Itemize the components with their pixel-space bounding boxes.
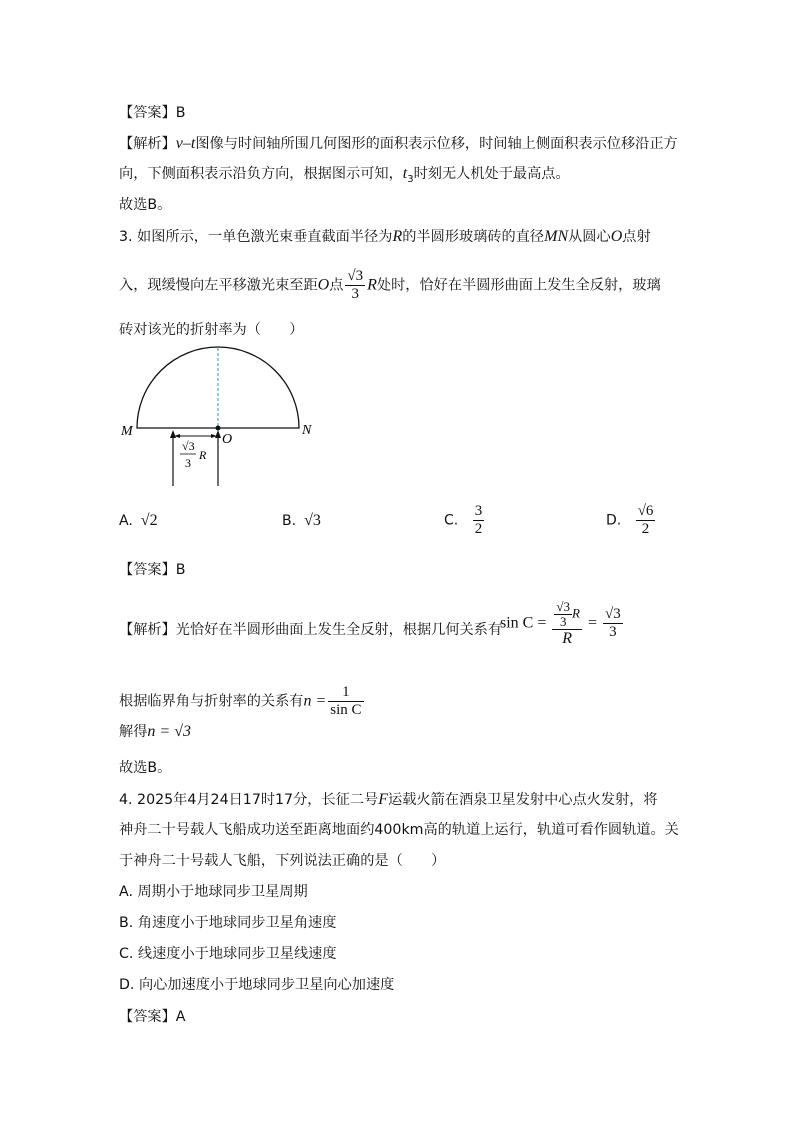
var-R: R [392,228,403,245]
relation-text: 根据临界角与折射率的关系有 [119,693,304,710]
q4-stem-line3: 于神舟二十号载人飞船，下列说法正确的是（ ） [119,853,446,869]
frac-den: 3 [609,624,617,640]
q4-stem-line2: 神舟二十号载人飞船成功送至距离地面约400km高的轨道上运行，轨道可看作圆轨道。关 [119,822,679,838]
frac-num: √3 [556,599,571,614]
eq-big-fraction [552,600,582,647]
label-O: O [222,432,233,447]
stem-text: 处时，恰好在半圆形曲面上发生全反射，玻璃 [376,277,661,294]
q4-answer: 【答案】A [119,1009,186,1025]
solve-text: 解得 [119,724,148,740]
frac-den: 2 [474,521,483,537]
subscript-3: 3 [407,173,414,185]
option-letter: B. [282,513,297,529]
option-fraction [636,503,656,538]
arrow-center-icon [215,430,221,438]
stem-text: 4. 2025年4月24日17时17分，长征二号 [119,792,379,808]
q4-stem-line1 [119,790,658,810]
q2-analysis-line1 [119,134,678,154]
analysis-text: 光恰好在半圆形曲面上发生全反射，根据几何关系有 [175,622,503,638]
var-R: R [367,276,377,294]
q4-option-d[interactable]: D. 向心加速度小于地球同步卫星向心加速度 [119,977,395,993]
q4-option-a[interactable]: A. 周期小于地球同步卫星周期 [119,884,308,900]
stem-text: 点 [329,277,344,294]
var-t: t [190,135,196,152]
stem-text: 运载火箭在酒泉卫星发射中心点火发射，将 [388,792,658,808]
frac-num: √6 [637,503,654,519]
stem-text: 从圆心 [568,229,611,245]
eq-lhs: sin C = [500,614,547,632]
arrow-left-icon [170,430,176,438]
q3-analysis-line1 [119,620,502,640]
eq-equals: = [587,614,597,632]
frac-den: 2 [641,521,650,537]
var-R: R [572,605,580,621]
var-F: F [378,791,388,808]
eq-inner-fraction [554,600,572,629]
relation-lhs: n = [303,692,327,710]
frac-den: 3 [351,286,360,302]
var-v: v [175,135,183,152]
eq-big-num [552,600,582,630]
q3-solve [119,722,191,742]
q3-stem-line2 [119,268,661,303]
option-c[interactable] [444,503,486,538]
analysis-text: 图像与时间轴所围几何图形的面积表示位移，时间轴上侧面积表示位移沿正方 [195,136,678,152]
var-MN: MN [544,228,569,245]
analysis-text: 向，下侧面积表示沿负方向，根据图示可知， [119,166,403,182]
q2-conclusion: 故选B。 [119,197,172,213]
dim-R: R [199,448,207,462]
semicircle-glass-figure [110,340,330,490]
fraction-sqrt3-over-3 [345,268,365,303]
frac-num: √3 [605,606,621,622]
stem-text: 的半圆形玻璃砖的直径 [402,229,545,245]
q3-stem-line3: 砖对该光的折射率为（ ） [119,322,304,338]
label-M: M [121,424,133,439]
option-fraction [473,503,485,538]
dim-den: 3 [185,456,191,470]
relation-fraction [328,684,363,719]
option-letter: D. [606,512,622,529]
option-letter: C. [444,512,459,529]
frac-num: √3 [347,268,364,284]
analysis-tag: 【解析】 [119,136,176,152]
q3-stem-line1 [119,227,651,247]
q4-option-b[interactable]: B. 角速度小于地球同步卫星角速度 [119,915,337,931]
center-point [216,426,221,431]
dash: – [182,135,191,152]
eq-rhs-fraction [603,606,623,641]
eq-big-den: R [562,630,573,647]
stem-text: 点射 [622,229,651,245]
q4-option-c[interactable]: C. 线速度小于地球同步卫星线速度 [119,946,337,962]
q3-relation [119,684,366,719]
analysis-tag: 【解析】 [119,622,176,638]
var-O: O [317,276,330,294]
option-value: √2 [140,512,158,529]
option-b[interactable] [282,512,321,530]
q2-answer: 【答案】B [119,105,186,121]
label-N: N [302,423,312,438]
stem-text: 入，现缓慢向左平移激光束至距 [119,277,318,294]
frac-den: 3 [559,614,567,629]
equation-sinC [500,600,625,647]
analysis-text: 时刻无人机处于最高点。 [413,166,570,182]
frac-num: 1 [328,684,363,702]
q3-conclusion: 故选B。 [119,760,172,776]
var-t3: t [402,165,408,182]
option-value: √3 [304,512,321,529]
frac-den: sin C [330,702,362,718]
frac-num: 3 [474,503,483,519]
var-O: O [610,228,623,245]
option-letter: A. [119,513,133,529]
q2-analysis-line2 [119,164,570,190]
q3-answer: 【答案】B [119,562,186,578]
option-d[interactable] [606,503,657,538]
stem-text: 3. 如图所示，一单色激光束垂直截面半径为 [119,229,393,245]
dim-num: √3 [182,439,195,453]
option-a[interactable] [119,512,158,530]
solve-eq: n = √3 [147,723,191,740]
